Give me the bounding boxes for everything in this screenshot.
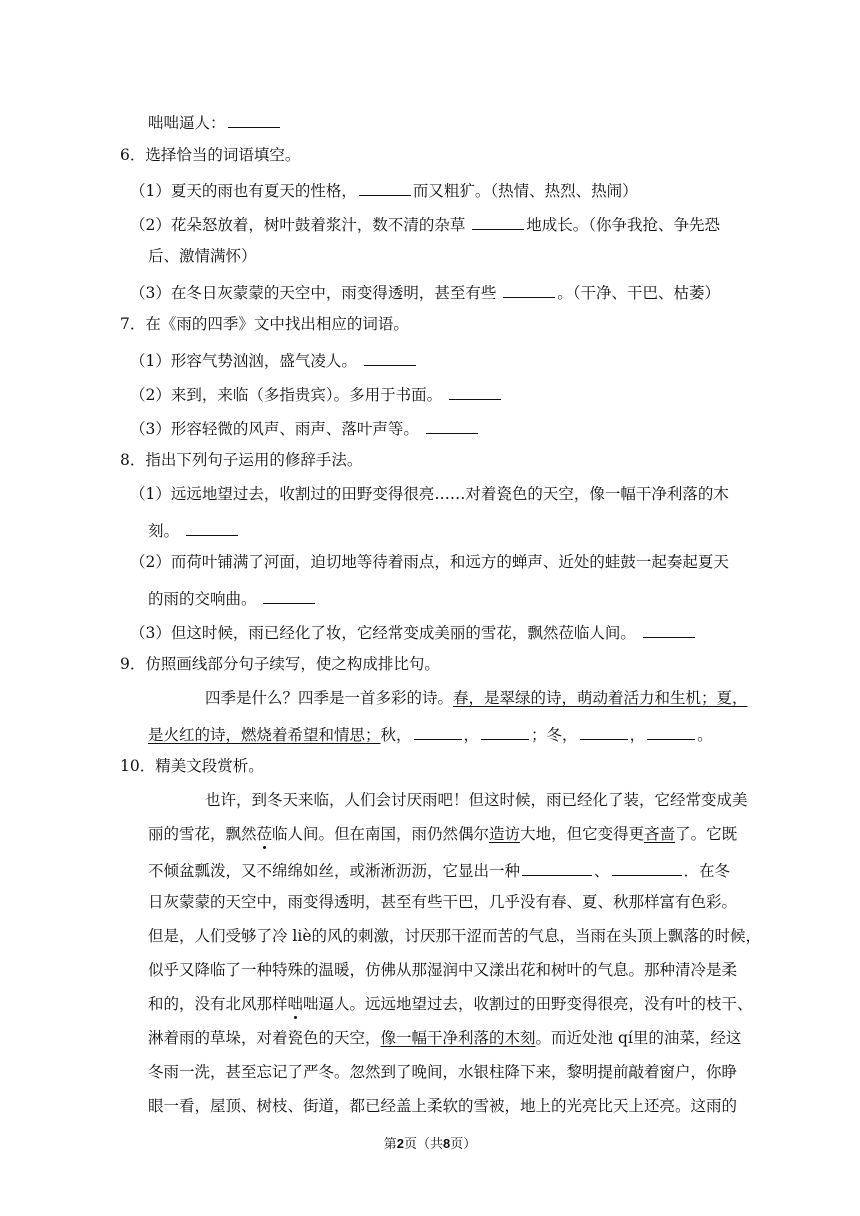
answer-blank[interactable] — [522, 861, 592, 876]
underlined-sentence: 是火红的诗，燃烧着希望和情思； — [148, 726, 381, 744]
answer-blank[interactable] — [647, 725, 695, 740]
underlined-sentence: 春，是翠绿的诗，萌动着活力和生机；夏， — [453, 689, 748, 707]
item-line: 咄咄逼人： — [148, 113, 282, 132]
answer-blank[interactable] — [364, 351, 416, 366]
passage-line: 不倾盆瓢泼，又不绵绵如丝，或淅淅沥沥，它显出一种 、 ．在冬 — [148, 862, 731, 880]
question-7-item-1: （1）形容气势汹汹，盛气凌人。 — [130, 351, 418, 370]
answer-blank[interactable] — [359, 181, 411, 196]
answer-blank[interactable] — [481, 725, 529, 740]
question-6-item-1: （1）夏天的雨也有夏天的性格， 而又粗犷。（热情、热烈、热闹） — [130, 182, 638, 200]
answer-blank[interactable] — [612, 861, 682, 876]
question-6-item-3: （3）在冬日灰蒙蒙的天空中，雨变得透明，甚至有些 。（干净、干巴、枯萎） — [130, 284, 721, 302]
answer-blank[interactable] — [186, 521, 238, 536]
underlined-sentence: 像一幅干净利落的木刻 — [380, 1029, 536, 1047]
passage-line: 但是，人们受够了冷 liè的风的刺激，讨厌那干涩而苦的气息，当雨在头顶上飘落的时候， — [148, 927, 762, 945]
answer-blank[interactable] — [643, 623, 695, 638]
question-8-item-1-cont: 刻。 — [148, 521, 240, 540]
passage-line: 和的，没有北风那样咄咄逼人。远远地望过去，收割过的田野变得很亮，没有叶的枝干、 — [148, 995, 753, 1013]
underlined-word: 造访 — [489, 825, 521, 843]
question-8-item-3: （3）但这时候，雨已经化了妆，它经常变成美丽的雪花，飘然莅临人间。 — [130, 623, 697, 642]
question-6-item-2-cont: 后、激情满怀） — [148, 247, 257, 265]
question-9-line-1: 四季是什么？四季是一首多彩的诗。春，是翠绿的诗，萌动着活力和生机；夏， — [205, 689, 748, 707]
question-7-item-2: （2）来到，来临（多指贵宾）。多用于书面。 — [130, 385, 503, 404]
passage-line: 丽的雪花，飘然莅临人间。但在南国，雨仍然偶尔造访大地，但它变得更吝啬了。它既 — [148, 825, 738, 843]
question-6-item-2: （2）花朵怒放着，树叶鼓着浆汁，数不清的杂草 地成长。（你争我抢、争先恐 — [130, 216, 721, 234]
passage-line: 冬雨一洗，甚至忘记了严冬。忽然到了晚间，水银柱降下来，黎明提前敲着窗户，你睁 — [148, 1063, 738, 1081]
page-number: 2 — [396, 1136, 404, 1151]
answer-blank[interactable] — [472, 215, 524, 230]
question-8-title: 8．指出下列句子运用的修辞手法。 — [120, 451, 363, 469]
dotted-char: 咄 — [287, 995, 304, 1013]
passage-line: 日灰蒙蒙的天空中，雨变得透明，甚至有些干巴，几乎没有春、夏、秋那样富有色彩。 — [148, 893, 738, 911]
answer-blank[interactable] — [263, 589, 315, 604]
question-9-title: 9．仿照画线部分句子续写，使之构成排比句。 — [120, 655, 440, 673]
page-footer: 第2页（共8页） — [383, 1136, 477, 1152]
passage-line: 似乎又降临了一种特殊的温暖，仿佛从那湿润中又漾出花和树叶的气息。那种清冷是柔 — [148, 961, 738, 979]
question-9-line-2: 是火红的诗，燃烧着希望和情思；秋， ， ；冬， ， 。 — [148, 726, 713, 744]
answer-blank[interactable] — [414, 725, 462, 740]
question-8-item-2: （2）而荷叶铺满了河面，迫切地等待着雨点，和远方的蝉声、近处的蛙鼓一起奏起夏天 — [130, 553, 729, 571]
total-pages: 8 — [443, 1136, 451, 1151]
passage-line: 淋着雨的草垛，对着瓷色的天空，像一幅干净利落的木刻。而近处池 qí里的油菜，经这 — [148, 1029, 742, 1047]
underlined-word: 吝啬 — [644, 825, 676, 843]
answer-blank[interactable] — [503, 283, 555, 298]
answer-blank[interactable] — [580, 725, 628, 740]
question-6-title: 6．选择恰当的词语填空。 — [120, 146, 301, 164]
answer-blank[interactable] — [426, 419, 478, 434]
question-10-title: 10．精美文段赏析。 — [120, 757, 264, 775]
question-8-item-1: （1）远远地望过去，收割过的田野变得很亮……对着瓷色的天空，像一幅干净利落的木 — [130, 485, 729, 503]
question-7-item-3: （3）形容轻微的风声、雨声、落叶声等。 — [130, 419, 480, 438]
passage-line: 眼一看，屋顶、树枝、街道，都已经盖上柔软的雪被，地上的光亮比天上还亮。这雨的 — [148, 1097, 738, 1115]
dotted-char: 莅 — [256, 825, 273, 843]
passage-line: 也许，到冬天来临，人们会讨厌雨吧！但这时候，雨已经化了装，它经常变成美 — [205, 791, 748, 809]
question-7-title: 7．在《雨的四季》文中找出相应的词语。 — [120, 315, 409, 333]
answer-blank[interactable] — [449, 385, 501, 400]
answer-blank[interactable] — [228, 113, 280, 128]
question-8-item-2-cont: 的雨的交响曲。 — [148, 589, 317, 608]
